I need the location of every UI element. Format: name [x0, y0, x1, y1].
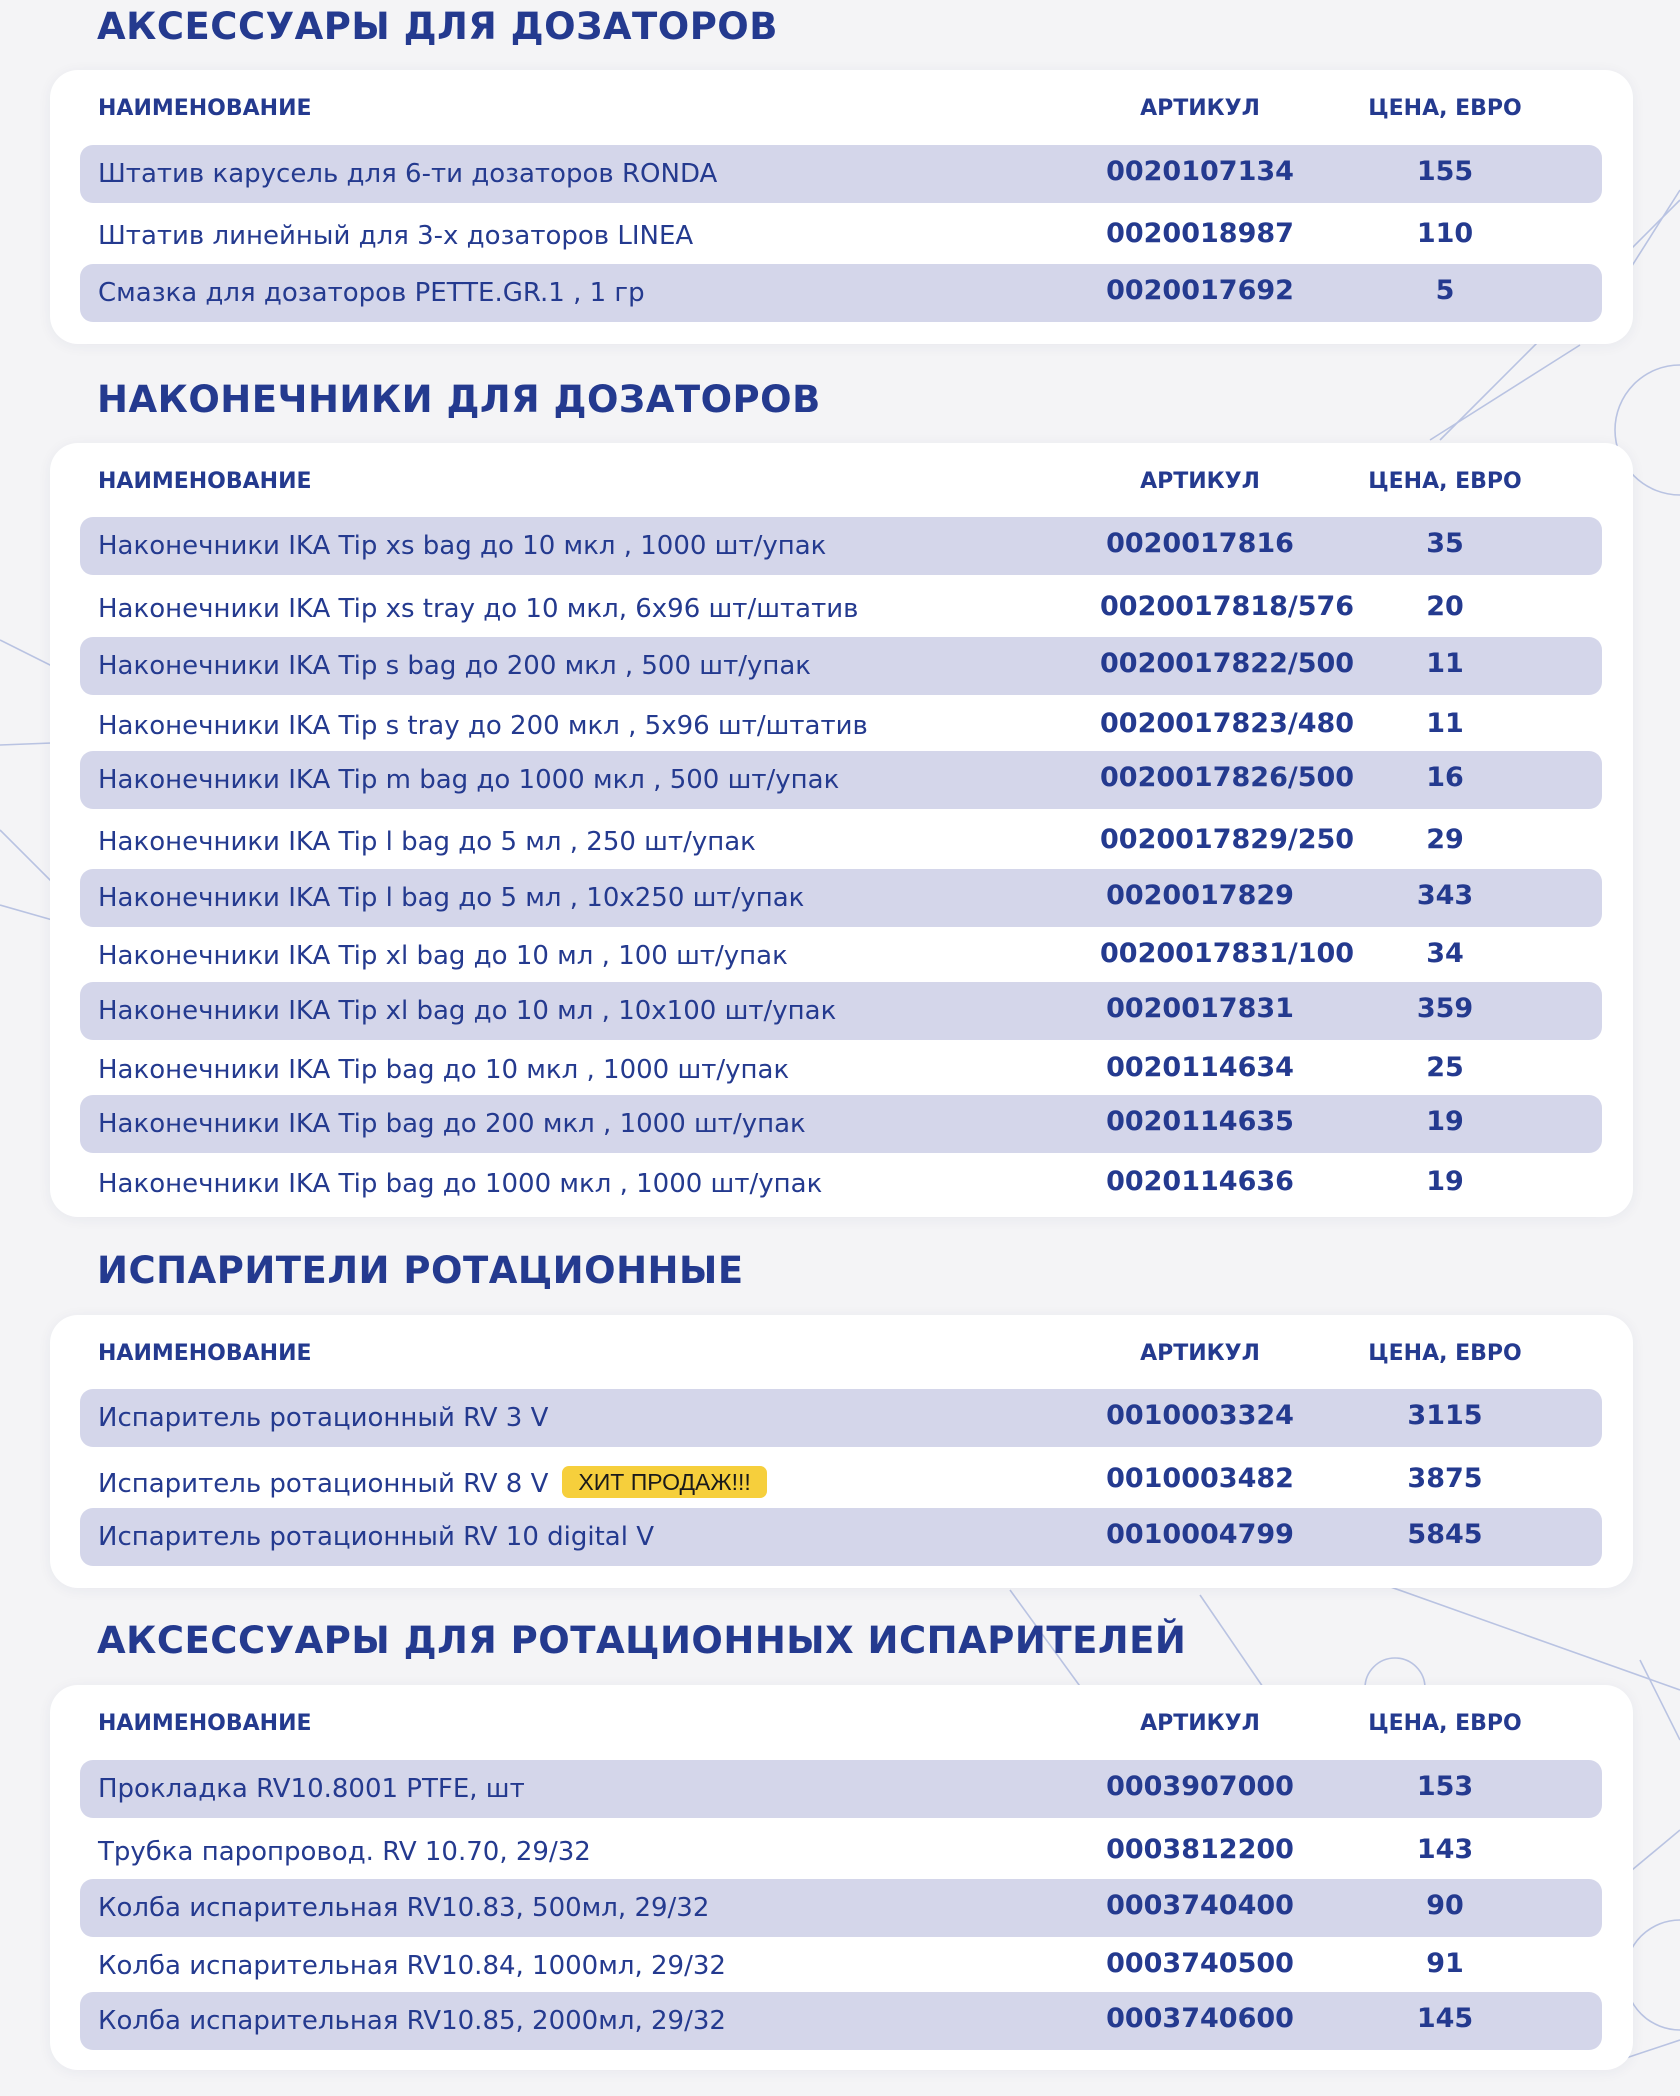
table-row	[80, 869, 1602, 927]
table-row	[80, 264, 1602, 322]
table-row	[80, 1041, 1602, 1099]
item-article: 0020017831/100	[1100, 938, 1355, 969]
item-price: 11	[1426, 648, 1464, 679]
item-article: 0020017829	[1106, 880, 1294, 911]
table-row	[80, 927, 1602, 985]
item-price: 343	[1416, 880, 1474, 911]
item-article: 0010004799	[1106, 1519, 1294, 1550]
section-title: АКСЕССУАРЫ ДЛЯ ДОЗАТОРОВ	[97, 5, 778, 48]
item-price: 5845	[1407, 1519, 1483, 1550]
item-name: Колба испарительная RV10.85, 2000мл, 29/32	[98, 2006, 726, 2036]
header-price: ЦЕНА, ЕВРО	[1368, 1711, 1522, 1736]
table-row	[80, 207, 1602, 265]
item-name: Прокладка RV10.8001 PTFE, шт	[98, 1774, 525, 1804]
evaporator-accessories-table	[50, 1685, 1633, 2070]
bestseller-badge: ХИТ ПРОДАЖ!!!	[562, 1466, 766, 1498]
item-article: 0003812200	[1106, 1834, 1294, 1865]
item-name: Наконечники IKA Tip m bag до 1000 мкл , 500 шт/упак	[98, 765, 840, 795]
item-article: 0020107134	[1106, 156, 1294, 187]
item-price: 3115	[1407, 1400, 1483, 1431]
table-header	[50, 1315, 1633, 1375]
item-name: Трубка паропровод. RV 10.70, 29/32	[98, 1837, 591, 1867]
item-name-text: Испаритель ротационный RV 8 V	[98, 1469, 549, 1499]
item-name: Наконечники IKA Tip l bag до 5 мл , 10х250 шт/упак	[98, 883, 805, 913]
item-name: Испаритель ротационный RV 10 digital V	[98, 1522, 655, 1552]
table-row	[80, 751, 1602, 809]
section-title: НАКОНЕЧНИКИ ДЛЯ ДОЗАТОРОВ	[97, 378, 821, 421]
item-article: 0020017826/500	[1100, 762, 1355, 793]
item-price: 34	[1426, 938, 1464, 969]
table-row	[80, 1452, 1602, 1510]
header-article: АРТИКУЛ	[1140, 1711, 1260, 1736]
item-price: 35	[1426, 528, 1464, 559]
rotary-evaporators-table	[50, 1315, 1633, 1588]
table-row	[80, 813, 1602, 871]
item-article: 0003907000	[1106, 1771, 1294, 1802]
table-row	[80, 697, 1602, 755]
table-header	[50, 70, 1633, 130]
item-article: 0003740600	[1106, 2003, 1294, 2034]
item-name: Колба испарительная RV10.83, 500мл, 29/32	[98, 1893, 710, 1923]
item-name: Наконечники IKA Tip xl bag до 10 мл , 100 шт/упак	[98, 941, 788, 971]
item-name: Наконечники IKA Tip l bag до 5 мл , 250 шт/упак	[98, 827, 756, 857]
item-price: 16	[1426, 762, 1464, 793]
item-article: 0020114636	[1106, 1166, 1294, 1197]
item-name: Наконечники IKA Tip xs tray до 10 мкл, 6х96 шт/штатив	[98, 594, 859, 624]
table-row	[80, 580, 1602, 638]
table-row	[80, 1095, 1602, 1153]
item-article: 0003740500	[1106, 1948, 1294, 1979]
item-price: 90	[1426, 1890, 1464, 1921]
item-name	[98, 1466, 767, 1499]
item-name: Штатив карусель для 6-ти дозаторов RONDA	[98, 159, 718, 189]
item-name: Наконечники IKA Tip bag до 10 мкл , 1000 шт/упак	[98, 1055, 790, 1085]
item-price: 3875	[1407, 1463, 1483, 1494]
table-row	[80, 1992, 1602, 2050]
item-name: Испаритель ротационный RV 3 V	[98, 1403, 549, 1433]
header-price: ЦЕНА, ЕВРО	[1368, 1341, 1522, 1366]
item-price: 19	[1426, 1106, 1464, 1137]
item-name: Наконечники IKA Tip xs bag до 10 мкл , 1000 шт/упак	[98, 531, 827, 561]
item-article: 0003740400	[1106, 1890, 1294, 1921]
item-price: 91	[1426, 1948, 1464, 1979]
table-row	[80, 637, 1602, 695]
header-name: НАИМЕНОВАНИЕ	[98, 96, 312, 121]
item-price: 25	[1426, 1052, 1464, 1083]
section-title: АКСЕССУАРЫ ДЛЯ РОТАЦИОННЫХ ИСПАРИТЕЛЕЙ	[97, 1619, 1187, 1662]
table-header	[50, 1685, 1633, 1745]
table-row	[80, 1155, 1602, 1213]
item-price: 29	[1426, 824, 1464, 855]
item-article: 0010003324	[1106, 1400, 1294, 1431]
header-name: НАИМЕНОВАНИЕ	[98, 1711, 312, 1736]
table-row	[80, 145, 1602, 203]
item-name: Штатив линейный для 3-х дозаторов LINEA	[98, 221, 694, 251]
item-name: Наконечники IKA Tip s bag до 200 мкл , 500 шт/упак	[98, 651, 811, 681]
header-article: АРТИКУЛ	[1140, 469, 1260, 494]
tips-table	[50, 443, 1633, 1217]
item-article: 0020017829/250	[1100, 824, 1355, 855]
accessories-dispensers-table	[50, 70, 1633, 344]
header-price: ЦЕНА, ЕВРО	[1368, 469, 1522, 494]
item-article: 0020017823/480	[1100, 708, 1355, 739]
item-article: 0020017818/576	[1100, 591, 1355, 622]
item-name: Колба испарительная RV10.84, 1000мл, 29/32	[98, 1951, 726, 1981]
header-price: ЦЕНА, ЕВРО	[1368, 96, 1522, 121]
item-price: 11	[1426, 708, 1464, 739]
item-name: Смазка для дозаторов PETTE.GR.1 , 1 гр	[98, 278, 645, 308]
item-price: 155	[1416, 156, 1474, 187]
header-name: НАИМЕНОВАНИЕ	[98, 469, 312, 494]
item-article: 0020114634	[1106, 1052, 1294, 1083]
table-row	[80, 1937, 1602, 1995]
item-article: 0020018987	[1106, 218, 1294, 249]
item-price: 359	[1416, 993, 1474, 1024]
item-article: 0010003482	[1106, 1463, 1294, 1494]
item-price: 110	[1416, 218, 1474, 249]
item-price: 5	[1435, 275, 1455, 306]
item-article: 0020017822/500	[1100, 648, 1355, 679]
item-price: 153	[1416, 1771, 1474, 1802]
table-row	[80, 1879, 1602, 1937]
item-price: 145	[1416, 2003, 1474, 2034]
table-row	[80, 1823, 1602, 1881]
item-name: Наконечники IKA Tip bag до 1000 мкл , 1000 шт/упак	[98, 1169, 823, 1199]
item-article: 0020017816	[1106, 528, 1294, 559]
table-row	[80, 517, 1602, 575]
header-article: АРТИКУЛ	[1140, 96, 1260, 121]
header-article: АРТИКУЛ	[1140, 1341, 1260, 1366]
item-price: 20	[1426, 591, 1464, 622]
item-name: Наконечники IKA Tip xl bag до 10 мл , 10х100 шт/упак	[98, 996, 837, 1026]
header-name: НАИМЕНОВАНИЕ	[98, 1341, 312, 1366]
table-header	[50, 443, 1633, 503]
item-article: 0020017692	[1106, 275, 1294, 306]
table-row	[80, 1760, 1602, 1818]
section-title: ИСПАРИТЕЛИ РОТАЦИОННЫЕ	[97, 1249, 744, 1292]
item-name: Наконечники IKA Tip bag до 200 мкл , 1000 шт/упак	[98, 1109, 806, 1139]
table-row	[80, 982, 1602, 1040]
item-name: Наконечники IKA Tip s tray до 200 мкл , 5х96 шт/штатив	[98, 711, 868, 741]
item-price: 19	[1426, 1166, 1464, 1197]
table-row	[80, 1389, 1602, 1447]
item-price: 143	[1416, 1834, 1474, 1865]
table-row	[80, 1508, 1602, 1566]
item-article: 0020017831	[1106, 993, 1294, 1024]
item-article: 0020114635	[1106, 1106, 1294, 1137]
